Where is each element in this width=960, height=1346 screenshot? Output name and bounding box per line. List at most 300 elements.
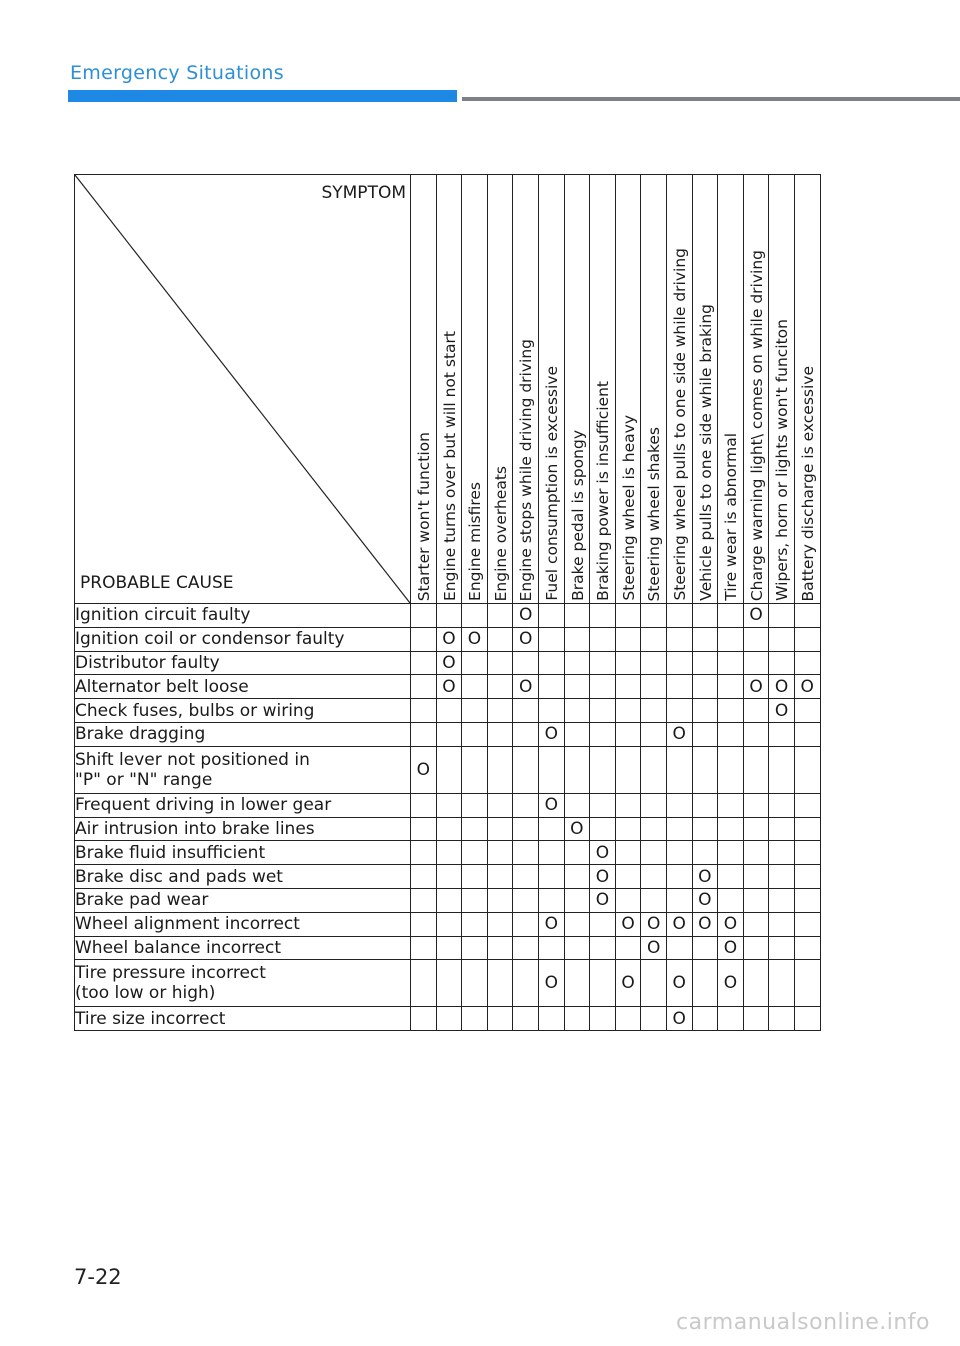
symptom-mark-cell: [666, 865, 692, 889]
symptom-mark-cell: [462, 604, 488, 628]
symptom-mark-cell: [538, 746, 564, 793]
symptom-mark-cell: [692, 627, 718, 651]
symptom-mark-cell: [411, 627, 437, 651]
symptom-mark-cell: [436, 699, 462, 723]
table-row: [75, 936, 821, 960]
cause-cell: Tire size incorrect: [75, 1007, 411, 1031]
symptom-mark-cell: [411, 651, 437, 675]
symptom-mark-cell: [513, 865, 539, 889]
symptom-mark-cell: [538, 936, 564, 960]
symptom-mark-cell: [615, 841, 641, 865]
symptom-mark-cell: [590, 604, 616, 628]
symptom-mark-cell: [769, 604, 795, 628]
symptom-mark-cell: [462, 675, 488, 699]
symptom-mark-cell: [411, 793, 437, 817]
symptom-mark-cell: [487, 651, 513, 675]
symptom-mark-cell: O: [769, 699, 795, 723]
symptom-mark-cell: O: [411, 746, 437, 793]
table-row: [75, 793, 821, 817]
symptom-mark-cell: [743, 888, 769, 912]
symptom-mark-cell: [743, 1007, 769, 1031]
symptom-mark-cell: O: [743, 675, 769, 699]
symptom-mark-cell: [564, 960, 590, 1007]
symptom-mark-cell: [615, 817, 641, 841]
symptom-mark-cell: O: [615, 960, 641, 1007]
symptom-mark-cell: [718, 627, 744, 651]
symptom-mark-cell: [615, 1007, 641, 1031]
symptom-mark-cell: [794, 604, 820, 628]
symptom-mark-cell: [462, 746, 488, 793]
cause-cell: Check fuses, bulbs or wiring: [75, 699, 411, 723]
symptom-label: Engine stops while driving driving: [517, 338, 536, 601]
symptom-mark-cell: [769, 865, 795, 889]
symptom-mark-cell: [462, 960, 488, 1007]
symptom-mark-cell: [487, 675, 513, 699]
symptom-mark-cell: [564, 841, 590, 865]
symptom-mark-cell: [615, 722, 641, 746]
symptom-mark-cell: [538, 651, 564, 675]
symptom-mark-cell: [564, 865, 590, 889]
symptom-mark-cell: [743, 912, 769, 936]
symptom-mark-cell: [743, 841, 769, 865]
symptom-mark-cell: [462, 699, 488, 723]
symptom-mark-cell: [769, 1007, 795, 1031]
symptom-mark-cell: [615, 936, 641, 960]
symptom-column-header: [692, 175, 718, 604]
table-row: [75, 1007, 821, 1031]
symptom-mark-cell: [769, 912, 795, 936]
symptom-mark-cell: [794, 960, 820, 1007]
symptom-mark-cell: [436, 604, 462, 628]
symptom-mark-cell: [487, 793, 513, 817]
symptom-mark-cell: [487, 746, 513, 793]
symptom-mark-cell: [718, 699, 744, 723]
symptom-mark-cell: [718, 817, 744, 841]
symptom-mark-cell: [615, 675, 641, 699]
symptom-mark-cell: O: [564, 817, 590, 841]
symptom-mark-cell: O: [666, 1007, 692, 1031]
symptom-mark-cell: [692, 841, 718, 865]
symptom-mark-cell: [718, 888, 744, 912]
symptom-mark-cell: [590, 936, 616, 960]
symptom-column-header: [411, 175, 437, 604]
symptom-mark-cell: [769, 722, 795, 746]
symptom-mark-cell: [462, 936, 488, 960]
symptom-mark-cell: [513, 912, 539, 936]
symptom-mark-cell: [692, 699, 718, 723]
page-number: 7-22: [74, 1265, 122, 1289]
symptom-mark-cell: [666, 888, 692, 912]
symptom-mark-cell: [794, 651, 820, 675]
symptom-mark-cell: O: [794, 675, 820, 699]
symptom-label: Brake pedal is spongy: [568, 430, 587, 601]
cause-cell: Distributor faulty: [75, 651, 411, 675]
symptom-mark-cell: [487, 912, 513, 936]
symptom-mark-cell: O: [538, 912, 564, 936]
cause-cell: Brake disc and pads wet: [75, 865, 411, 889]
symptom-mark-cell: [641, 793, 667, 817]
symptom-mark-cell: [564, 1007, 590, 1031]
symptom-mark-cell: [666, 817, 692, 841]
cause-cell: Air intrusion into brake lines: [75, 817, 411, 841]
symptom-label: Charge warning light\ comes on while driving: [747, 249, 766, 601]
symptom-column-header: [794, 175, 820, 604]
symptom-label: Braking power is insufficient: [594, 381, 613, 601]
symptom-mark-cell: [590, 675, 616, 699]
symptom-mark-cell: [462, 722, 488, 746]
symptom-mark-cell: [436, 936, 462, 960]
symptom-mark-cell: [411, 841, 437, 865]
symptom-mark-cell: [564, 699, 590, 723]
symptom-column-header: [718, 175, 744, 604]
table-corner-cell: [75, 175, 411, 604]
symptom-mark-cell: O: [538, 793, 564, 817]
symptom-mark-cell: [436, 912, 462, 936]
symptom-mark-cell: [743, 960, 769, 1007]
symptom-mark-cell: [615, 651, 641, 675]
symptom-mark-cell: [411, 936, 437, 960]
symptom-mark-cell: [794, 888, 820, 912]
symptom-mark-cell: [411, 675, 437, 699]
symptom-mark-cell: [513, 841, 539, 865]
table-row: [75, 722, 821, 746]
symptom-mark-cell: [411, 604, 437, 628]
symptom-mark-cell: [487, 865, 513, 889]
symptom-column-header: [436, 175, 462, 604]
symptom-label: Engine misfires: [466, 482, 485, 601]
symptom-mark-cell: [615, 865, 641, 889]
symptom-mark-cell: [794, 793, 820, 817]
table-row: [75, 675, 821, 699]
symptom-label: Battery discharge is excessive: [798, 365, 817, 601]
symptom-mark-cell: [615, 604, 641, 628]
symptom-mark-cell: O: [718, 936, 744, 960]
symptom-mark-cell: [692, 651, 718, 675]
symptom-mark-cell: [538, 888, 564, 912]
symptom-mark-cell: [513, 960, 539, 1007]
symptom-mark-cell: [718, 746, 744, 793]
symptom-mark-cell: [743, 722, 769, 746]
symptom-mark-cell: [487, 627, 513, 651]
symptom-mark-cell: [641, 888, 667, 912]
symptom-mark-cell: [513, 793, 539, 817]
symptom-column-header: [487, 175, 513, 604]
symptom-mark-cell: [718, 865, 744, 889]
symptom-mark-cell: [436, 746, 462, 793]
symptom-mark-cell: [590, 912, 616, 936]
symptom-label: Steering wheel shakes: [645, 426, 664, 601]
symptom-mark-cell: [513, 722, 539, 746]
symptom-column-header: [590, 175, 616, 604]
symptom-mark-cell: [462, 651, 488, 675]
symptom-mark-cell: O: [666, 722, 692, 746]
symptom-mark-cell: O: [513, 627, 539, 651]
symptom-mark-cell: [718, 651, 744, 675]
symptom-column-header: [743, 175, 769, 604]
symptom-mark-cell: [794, 912, 820, 936]
symptom-mark-cell: [538, 627, 564, 651]
symptom-mark-cell: [692, 793, 718, 817]
symptom-mark-cell: O: [513, 604, 539, 628]
symptom-mark-cell: [487, 722, 513, 746]
symptom-mark-cell: [666, 746, 692, 793]
symptom-mark-cell: [564, 722, 590, 746]
symptom-mark-cell: [462, 865, 488, 889]
symptom-label: Engine turns over but will not start: [440, 331, 459, 601]
symptom-mark-cell: [564, 651, 590, 675]
symptom-mark-cell: O: [538, 722, 564, 746]
table-row: [75, 960, 821, 1007]
symptom-mark-cell: [513, 1007, 539, 1031]
cause-cell: Tire pressure incorrect (too low or high): [75, 960, 411, 1007]
symptom-mark-cell: [411, 699, 437, 723]
symptom-mark-cell: [769, 888, 795, 912]
symptom-mark-cell: [794, 1007, 820, 1031]
symptom-mark-cell: [487, 1007, 513, 1031]
cause-cell: Ignition coil or condensor faulty: [75, 627, 411, 651]
symptom-mark-cell: [794, 627, 820, 651]
symptom-mark-cell: [590, 960, 616, 1007]
symptom-mark-cell: [590, 699, 616, 723]
symptom-mark-cell: [462, 912, 488, 936]
symptom-mark-cell: O: [590, 865, 616, 889]
symptom-mark-cell: [538, 865, 564, 889]
symptom-mark-cell: [615, 793, 641, 817]
symptom-mark-cell: [769, 817, 795, 841]
symptom-mark-cell: [487, 817, 513, 841]
symptom-mark-cell: [794, 746, 820, 793]
symptom-mark-cell: [794, 841, 820, 865]
symptom-column-header: [538, 175, 564, 604]
header-rule: [462, 97, 960, 101]
symptom-mark-cell: O: [590, 841, 616, 865]
symptom-mark-cell: O: [436, 627, 462, 651]
symptom-mark-cell: [590, 817, 616, 841]
symptom-mark-cell: [666, 841, 692, 865]
symptom-mark-cell: [794, 865, 820, 889]
cause-cell: Brake pad wear: [75, 888, 411, 912]
symptom-mark-cell: [769, 651, 795, 675]
symptom-mark-cell: [641, 960, 667, 1007]
symptom-mark-cell: O: [692, 912, 718, 936]
symptom-mark-cell: [769, 960, 795, 1007]
symptom-mark-cell: [794, 722, 820, 746]
symptom-mark-cell: O: [615, 912, 641, 936]
symptom-mark-cell: [487, 960, 513, 1007]
symptom-mark-cell: [743, 865, 769, 889]
symptom-mark-cell: [411, 960, 437, 1007]
table-row: [75, 699, 821, 723]
table-row: [75, 627, 821, 651]
symptom-mark-cell: [538, 841, 564, 865]
symptom-mark-cell: O: [538, 960, 564, 1007]
symptom-mark-cell: O: [666, 912, 692, 936]
symptom-mark-cell: [411, 722, 437, 746]
table-header-row: [75, 175, 821, 604]
symptom-mark-cell: [743, 699, 769, 723]
symptom-mark-cell: [718, 675, 744, 699]
symptom-mark-cell: [513, 888, 539, 912]
symptom-mark-cell: [666, 651, 692, 675]
symptom-mark-cell: [538, 675, 564, 699]
symptom-mark-cell: [718, 793, 744, 817]
symptom-mark-cell: [436, 722, 462, 746]
cause-cell: Brake fluid insufficient: [75, 841, 411, 865]
symptom-mark-cell: [769, 793, 795, 817]
symptom-mark-cell: [692, 604, 718, 628]
symptom-mark-cell: [666, 793, 692, 817]
symptom-mark-cell: [590, 1007, 616, 1031]
symptom-mark-cell: [666, 627, 692, 651]
symptom-mark-cell: [411, 912, 437, 936]
probable-cause-heading: PROBABLE CAUSE: [80, 573, 234, 593]
symptom-mark-cell: O: [692, 865, 718, 889]
symptom-column-header: [462, 175, 488, 604]
corner-diagonal: [75, 175, 410, 603]
symptom-mark-cell: [538, 817, 564, 841]
symptom-label: Steering wheel pulls to one side while driving: [670, 248, 689, 601]
symptom-mark-cell: [743, 817, 769, 841]
symptom-mark-cell: [666, 604, 692, 628]
symptom-column-header: [666, 175, 692, 604]
symptom-label: Fuel consumption is excessive: [542, 366, 561, 601]
symptom-mark-cell: [692, 1007, 718, 1031]
symptom-mark-cell: [743, 793, 769, 817]
symptom-mark-cell: [513, 746, 539, 793]
symptom-mark-cell: [462, 1007, 488, 1031]
symptom-mark-cell: [487, 841, 513, 865]
symptom-mark-cell: [590, 627, 616, 651]
symptom-mark-cell: [436, 841, 462, 865]
symptom-mark-cell: [564, 793, 590, 817]
section-title: Emergency Situations: [70, 62, 284, 84]
symptom-mark-cell: [538, 1007, 564, 1031]
cause-cell: Wheel balance incorrect: [75, 936, 411, 960]
symptom-label: Engine overheats: [491, 465, 510, 601]
symptom-column-header: [769, 175, 795, 604]
symptom-mark-cell: [411, 1007, 437, 1031]
symptom-label: Vehicle pulls to one side while braking: [696, 304, 715, 601]
symptom-mark-cell: [513, 651, 539, 675]
cause-cell: Wheel alignment incorrect: [75, 912, 411, 936]
table-row: [75, 651, 821, 675]
symptom-label: Steering wheel is heavy: [619, 415, 638, 601]
table-row: [75, 817, 821, 841]
symptom-mark-cell: [794, 817, 820, 841]
symptom-mark-cell: [692, 936, 718, 960]
symptom-mark-cell: [487, 699, 513, 723]
symptom-label: Wipers, horn or lights won't funciton: [773, 319, 792, 601]
symptom-mark-cell: [615, 888, 641, 912]
symptom-mark-cell: [615, 699, 641, 723]
symptom-mark-cell: [641, 746, 667, 793]
symptom-mark-cell: [462, 888, 488, 912]
symptom-mark-cell: [718, 604, 744, 628]
symptom-mark-cell: O: [641, 912, 667, 936]
symptom-column-header: [615, 175, 641, 604]
symptom-mark-cell: O: [641, 936, 667, 960]
symptom-mark-cell: [641, 675, 667, 699]
symptom-mark-cell: [769, 746, 795, 793]
symptom-mark-cell: [743, 627, 769, 651]
symptom-mark-cell: [462, 841, 488, 865]
symptom-mark-cell: [590, 722, 616, 746]
symptom-mark-cell: O: [436, 675, 462, 699]
symptom-mark-cell: [718, 841, 744, 865]
symptom-column-header: [513, 175, 539, 604]
symptom-mark-cell: O: [462, 627, 488, 651]
troubleshooting-table: [74, 174, 821, 1031]
symptom-mark-cell: [692, 722, 718, 746]
symptom-label: Tire wear is abnormal: [722, 433, 741, 601]
symptom-column-header: [564, 175, 590, 604]
symptom-mark-cell: [411, 865, 437, 889]
symptom-mark-cell: [564, 604, 590, 628]
symptom-mark-cell: [462, 817, 488, 841]
symptom-mark-cell: [769, 841, 795, 865]
table-row: [75, 912, 821, 936]
symptom-mark-cell: [538, 604, 564, 628]
symptom-mark-cell: [641, 651, 667, 675]
symptom-mark-cell: [718, 722, 744, 746]
symptom-mark-cell: [718, 1007, 744, 1031]
symptom-mark-cell: [794, 699, 820, 723]
symptom-mark-cell: [666, 699, 692, 723]
symptom-mark-cell: O: [436, 651, 462, 675]
symptom-mark-cell: [436, 865, 462, 889]
symptom-mark-cell: [692, 817, 718, 841]
table-row: [75, 888, 821, 912]
symptom-mark-cell: O: [718, 960, 744, 1007]
table-row: [75, 865, 821, 889]
symptom-mark-cell: O: [692, 888, 718, 912]
symptom-mark-cell: O: [513, 675, 539, 699]
symptom-mark-cell: [564, 675, 590, 699]
symptom-mark-cell: [411, 817, 437, 841]
symptom-mark-cell: [487, 936, 513, 960]
symptom-mark-cell: [743, 746, 769, 793]
table-row: [75, 841, 821, 865]
symptom-heading: SYMPTOM: [321, 183, 406, 203]
symptom-mark-cell: [769, 936, 795, 960]
symptom-mark-cell: O: [590, 888, 616, 912]
symptom-mark-cell: [564, 912, 590, 936]
cause-cell: Brake dragging: [75, 722, 411, 746]
symptom-label: Starter won't function: [415, 431, 433, 601]
symptom-mark-cell: [743, 936, 769, 960]
symptom-mark-cell: [615, 627, 641, 651]
symptom-mark-cell: [538, 699, 564, 723]
symptom-mark-cell: [692, 960, 718, 1007]
cause-cell: Frequent driving in lower gear: [75, 793, 411, 817]
symptom-mark-cell: [641, 817, 667, 841]
symptom-mark-cell: [769, 627, 795, 651]
symptom-mark-cell: [590, 793, 616, 817]
table-row: [75, 604, 821, 628]
symptom-mark-cell: [564, 627, 590, 651]
cause-cell: Ignition circuit faulty: [75, 604, 411, 628]
symptom-mark-cell: [666, 936, 692, 960]
header-rule-accent: [68, 90, 457, 102]
symptom-mark-cell: [436, 793, 462, 817]
cause-cell: Alternator belt loose: [75, 675, 411, 699]
symptom-mark-cell: [436, 888, 462, 912]
symptom-mark-cell: [462, 793, 488, 817]
symptom-mark-cell: [436, 1007, 462, 1031]
symptom-mark-cell: [641, 1007, 667, 1031]
symptom-mark-cell: [590, 651, 616, 675]
symptom-mark-cell: [564, 936, 590, 960]
